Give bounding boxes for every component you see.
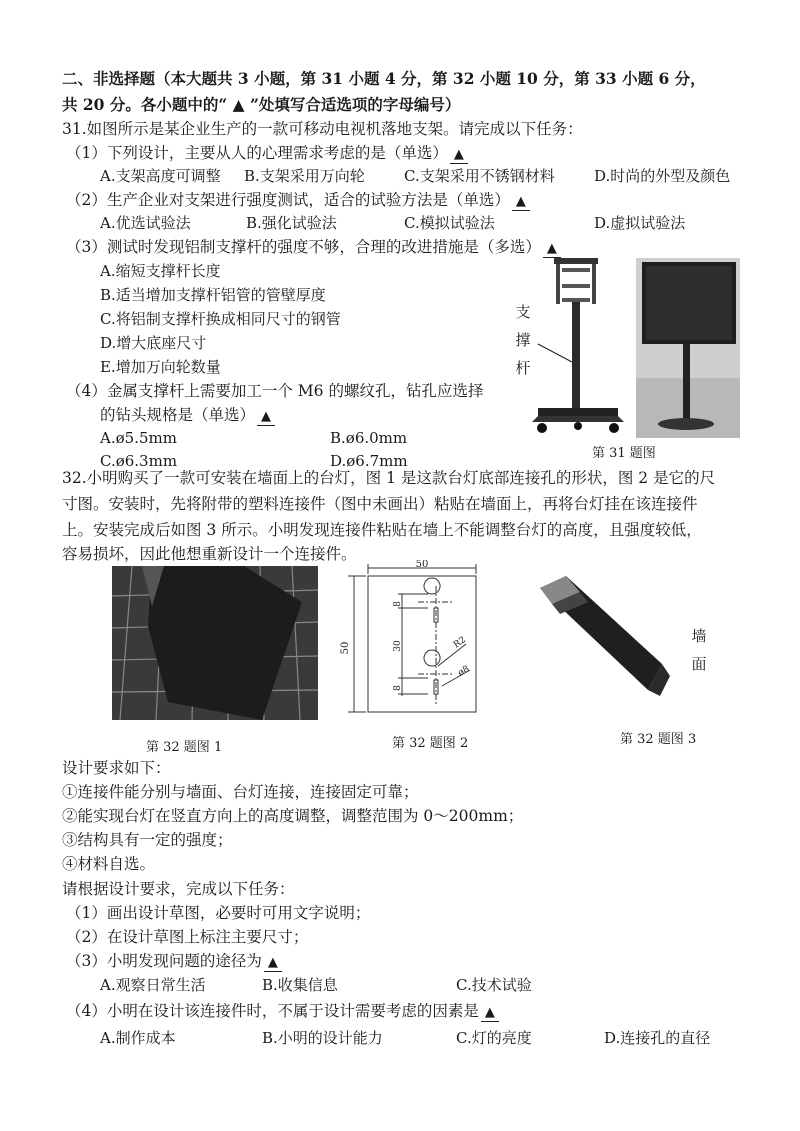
q32-requirement-3: ③结构具有一定的强度；: [62, 831, 233, 849]
q32-task-1: （1）画出设计草图，必要时可用文字说明；: [66, 904, 371, 922]
q31-part3-text: （3）测试时发现铝制支撑杆的强度不够，合理的改进措施是（多选）: [66, 238, 541, 256]
q32-figure3-photo: [536, 572, 686, 702]
q32-t3-option-c: C.技术试验: [456, 976, 532, 994]
q31-p3-option-b: B.适当增加支撑杆铝管的管壁厚度: [100, 286, 326, 304]
q32-stem-line4: 容易损坏，因此他想重新设计一个连接件。: [62, 545, 357, 563]
q32-requirements-title: 设计要求如下：: [62, 759, 171, 777]
dim-width: 50: [415, 560, 429, 570]
q32-requirement-1: ①连接件能分别与墙面、台灯连接，连接固定可靠；: [62, 783, 419, 801]
answer-blank: ▲: [264, 955, 282, 972]
q32-task-3: [66, 951, 282, 972]
q31-p1-option-c: C.支架采用不锈钢材料: [404, 167, 555, 185]
q32-figure1-photo: [112, 566, 318, 720]
q32-task-2: （2）在设计草图上标注主要尺寸；: [66, 928, 309, 946]
q31-part2-text: （2）生产企业对支架进行强度测试，适合的试验方法是（单选）: [66, 191, 510, 209]
support-rod-label-1: 支: [515, 303, 531, 321]
q31-p2-option-d: D.虚拟试验法: [594, 214, 686, 232]
q31-part2: [66, 190, 530, 211]
q32-tasks-title: 请根据设计要求，完成以下任务：: [62, 880, 295, 898]
wall-label-1: 墙: [691, 627, 707, 645]
q32-stem-line1: 32.小明购买了一款可安装在墙面上的台灯，图 1 是这款台灯底部连接孔的形状，图 2 是它的尺: [62, 469, 716, 487]
q32-requirement-2: ②能实现台灯在竖直方向上的高度调整，调整范围为 0～200mm；: [62, 807, 524, 825]
q32-task-4: [66, 1001, 499, 1022]
q31-p3-option-c: C.将铝制支撑杆换成相同尺寸的钢管: [100, 310, 341, 328]
section-heading-line2: 共 20 分。各小题中的“ ▲ ”处填写合适选项的字母编号）: [62, 95, 461, 114]
q31-p3-option-e: E.增加万向轮数量: [100, 358, 221, 376]
q31-p1-option-d: D.时尚的外型及颜色: [594, 167, 731, 185]
wall-label-2: 面: [691, 655, 707, 673]
answer-blank: ▲: [543, 241, 561, 258]
tv-stand-photo: [636, 258, 740, 438]
q31-stem: 31.如图所示是某企业生产的一款可移动电视机落地支架。请完成以下任务：: [62, 120, 583, 138]
q31-p1-option-a: A.支架高度可调整: [100, 167, 221, 185]
q32-t4-option-a: A.制作成本: [100, 1029, 176, 1047]
answer-blank: ▲: [481, 1005, 499, 1022]
q32-figure3-caption: 第 32 题图 3: [620, 732, 697, 747]
q31-p2-option-b: B.强化试验法: [246, 214, 337, 232]
q31-part3: [66, 237, 561, 258]
q32-t3-option-a: A.观察日常生活: [100, 976, 206, 994]
support-rod-label-3: 杆: [515, 359, 531, 377]
q31-part4-line2: [100, 405, 275, 426]
dim-diameter: ø8: [456, 664, 472, 679]
q32-t4-option-d: D.连接孔的直径: [604, 1029, 711, 1047]
dim-slot-top: 8: [393, 601, 403, 607]
q31-part4-line1: （4）金属支撑杆上需要加工一个 M6 的螺纹孔，钻孔应选择: [66, 382, 484, 400]
tv-stand-drawing: [532, 258, 632, 438]
q32-requirement-4: ④材料自选。: [62, 855, 156, 873]
q32-stem-line2: 寸图。安装时，先将附带的塑料连接件（图中未画出）粘贴在墙面上，再将台灯挂在该连接件: [62, 495, 698, 513]
q31-p3-option-d: D.增大底座尺寸: [100, 334, 207, 352]
dim-height: 50: [340, 641, 351, 655]
q31-part1-text: （1）下列设计，主要从人的心理需求考虑的是（单选）: [66, 144, 448, 162]
q31-part4-text: 的钻头规格是（单选）: [100, 406, 256, 424]
q31-p4-option-a: A.ø5.5mm: [100, 429, 177, 447]
dim-slot-bottom: 8: [393, 685, 403, 691]
q32-task-4-text: （4）小明在设计该连接件时，不属于设计需要考虑的因素是: [66, 1002, 479, 1020]
q32-t4-option-b: B.小明的设计能力: [262, 1029, 383, 1047]
q32-figure2-caption: 第 32 题图 2: [392, 736, 469, 751]
q31-p2-option-a: A.优选试验法: [100, 214, 191, 232]
section-heading-line1: 二、非选择题（本大题共 3 小题，第 31 小题 4 分，第 32 小题 10 分，第 33 小题 6 分，: [62, 69, 706, 88]
q32-t3-option-b: B.收集信息: [262, 976, 338, 994]
answer-blank: ▲: [257, 409, 275, 426]
q31-p4-option-c: C.ø6.3mm: [100, 452, 178, 470]
support-rod-label-2: 撑: [515, 331, 531, 349]
q32-stem-line3: 上。安装完成后如图 3 所示。小明发现连接件粘贴在墙上不能调整台灯的高度，且强度较低，: [62, 521, 702, 539]
q31-p4-option-d: D.ø6.7mm: [330, 452, 408, 470]
q31-figure-caption: 第 31 题图: [592, 446, 656, 461]
q31-p4-option-b: B.ø6.0mm: [330, 429, 408, 447]
answer-blank: ▲: [512, 194, 530, 211]
q31-part1: [66, 143, 468, 164]
q32-figure2-drawing: [338, 560, 484, 720]
q31-p3-option-a: A.缩短支撑杆长度: [100, 262, 221, 280]
q31-p2-option-c: C.模拟试验法: [404, 214, 495, 232]
q32-figure1-caption: 第 32 题图 1: [146, 740, 223, 755]
dim-radius: R2: [451, 635, 468, 651]
dim-spacing: 30: [393, 640, 403, 652]
q32-t4-option-c: C.灯的亮度: [456, 1029, 532, 1047]
answer-blank: ▲: [450, 147, 468, 164]
q31-p1-option-b: B.支架采用万向轮: [244, 167, 365, 185]
q32-task-3-text: （3）小明发现问题的途径为: [66, 952, 262, 970]
